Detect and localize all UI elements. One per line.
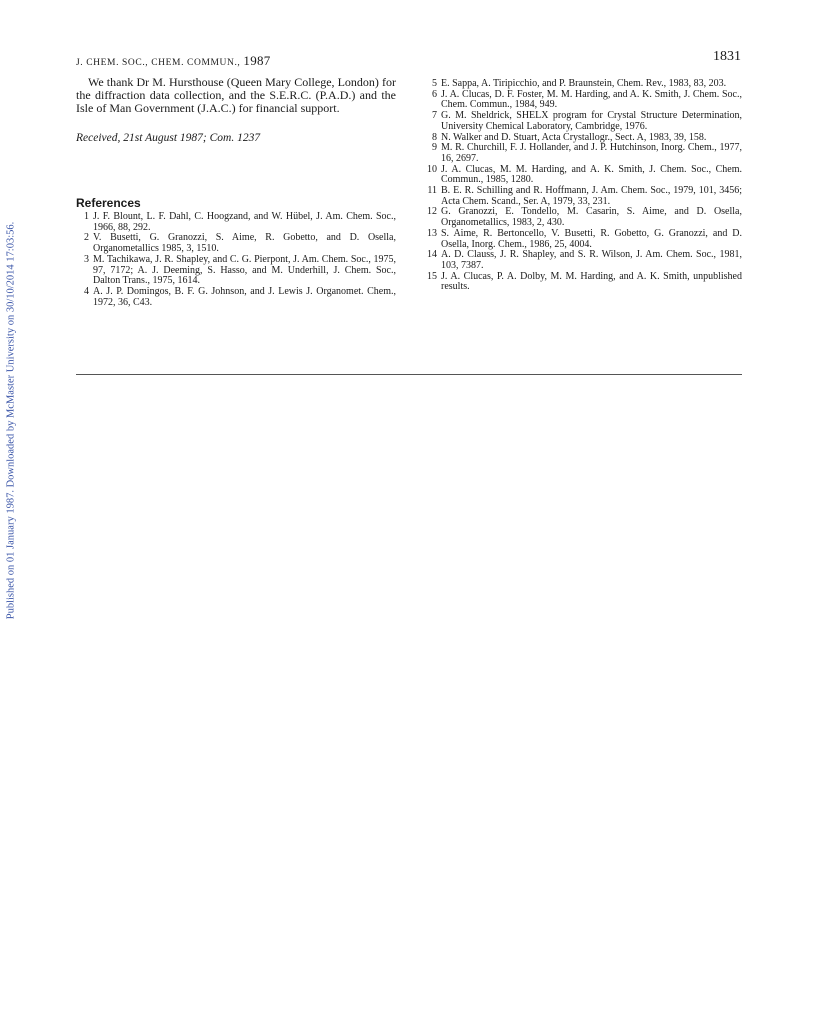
references-list-left — [76, 212, 396, 308]
reference-text: J. A. Clucas, M. M. Harding, and A. K. Smith, J. Chem. Soc., Chem. Commun., 1985, 1280. — [441, 163, 742, 186]
reference-item — [424, 272, 742, 293]
reference-text: A. D. Clauss, J. R. Shapley, and S. R. Wilson, J. Am. Chem. Soc., 1981, 103, 7387. — [441, 249, 742, 271]
reference-number: 1 — [84, 211, 89, 222]
bottom-rule — [76, 374, 742, 375]
acknowledgement: We thank Dr M. Hursthouse (Queen Mary College, London) for the diffraction data collection, and the S.E.R.C. (P.A.D.) and the Isle of Man Government (J.A.C.) for financial support. — [76, 75, 396, 115]
reference-number: 2 — [84, 232, 89, 244]
reference-number: 12 — [427, 206, 437, 218]
reference-number: 14 — [427, 249, 437, 261]
running-head — [76, 53, 271, 69]
reference-number: 9 — [432, 142, 437, 154]
journal-year: 1987 — [243, 53, 271, 68]
reference-item — [424, 250, 742, 271]
reference-item — [424, 143, 742, 164]
reference-text: J. F. Blount, L. F. Dahl, C. Hoogzand, and W. Hübel, J. Am. Chem. Soc., 1966, 88, 292. — [93, 211, 396, 233]
reference-item — [76, 255, 396, 287]
reference-text: G. Granozzi, E. Tondello, M. Casarin, S. Aime, and D. Osella, Organometallics, 1983, 2, 430. — [441, 206, 742, 229]
download-watermark-text: Published on 01 January 1987. Downloaded by McMaster University on 30/10/2014 17:03:56. — [5, 221, 17, 619]
reference-item — [76, 212, 396, 233]
reference-text: B. E. R. Schilling and R. Hoffmann, J. Am. Chem. Soc., 1979, 101, 3456; Acta Chem. Scand., Ser. A, 1979, 33, 231. — [441, 185, 742, 207]
right-column — [424, 79, 742, 293]
reference-text: E. Sappa, A. Tiripicchio, and P. Braunstein, Chem. Rev., 1983, 83, 203. — [441, 78, 727, 89]
reference-text: A. J. P. Domingos, B. F. G. Johnson, and J. Lewis J. Organomet. Chem., 1972, 36, C43. — [93, 285, 396, 308]
reference-number: 11 — [427, 185, 437, 197]
reference-item — [424, 111, 742, 132]
reference-item — [424, 207, 742, 228]
reference-item — [424, 165, 742, 186]
received-date: Received, 21st August 1987; Com. 1237 — [76, 132, 261, 144]
reference-text: J. A. Clucas, P. A. Dolby, M. M. Harding, and A. K. Smith, unpublished results. — [441, 270, 742, 293]
reference-number: 13 — [427, 227, 437, 239]
reference-number: 10 — [427, 163, 437, 175]
download-watermark[interactable] — [2, 215, 20, 625]
reference-text: V. Busetti, G. Granozzi, S. Aime, R. Gobetto, and D. Osella, Organometallics 1985, 3, 1510. — [93, 232, 396, 255]
reference-number: 7 — [432, 110, 437, 122]
reference-text: N. Walker and D. Stuart, Acta Crystallogr., Sect. A, 1983, 39, 158. — [441, 131, 707, 143]
page-number: 1831 — [713, 49, 741, 64]
reference-number: 4 — [84, 285, 89, 297]
reference-number: 6 — [432, 88, 437, 100]
reference-number: 3 — [84, 253, 89, 265]
reference-text: J. A. Clucas, D. F. Foster, M. M. Harding, and A. K. Smith, J. Chem. Soc., Chem. Commun., 1984, 949. — [441, 88, 742, 111]
journal-title: J. CHEM. SOC., CHEM. COMMUN., — [76, 58, 244, 68]
left-column — [76, 76, 396, 308]
reference-item — [76, 287, 396, 308]
reference-item — [424, 229, 742, 250]
reference-number: 15 — [427, 270, 437, 282]
reference-number: 8 — [432, 131, 437, 143]
reference-item — [76, 233, 396, 254]
reference-number: 5 — [432, 78, 437, 89]
reference-item — [424, 90, 742, 111]
references-heading: References — [76, 196, 141, 210]
reference-text: M. R. Churchill, F. J. Hollander, and J. P. Hutchinson, Inorg. Chem., 1977, 16, 2697. — [441, 142, 742, 164]
reference-text: M. Tachikawa, J. R. Shapley, and C. G. Pierpont, J. Am. Chem. Soc., 1975, 97, 7172; A. J. Deeming, S. Hasso, and M. Underhill, J. Chem. Soc., Dalton Trans., 1975, 1614. — [93, 253, 396, 287]
reference-text: G. M. Sheldrick, SHELX program for Crystal Structure Determination, University Chemical Laboratory, Cambridge, 1976. — [441, 110, 742, 132]
references-list-right — [424, 79, 742, 293]
reference-item — [424, 186, 742, 207]
reference-text: S. Aime, R. Bertoncello, V. Busetti, R. Gobetto, G. Granozzi, and D. Osella, Inorg. Chem., 1986, 25, 4004. — [441, 227, 742, 250]
